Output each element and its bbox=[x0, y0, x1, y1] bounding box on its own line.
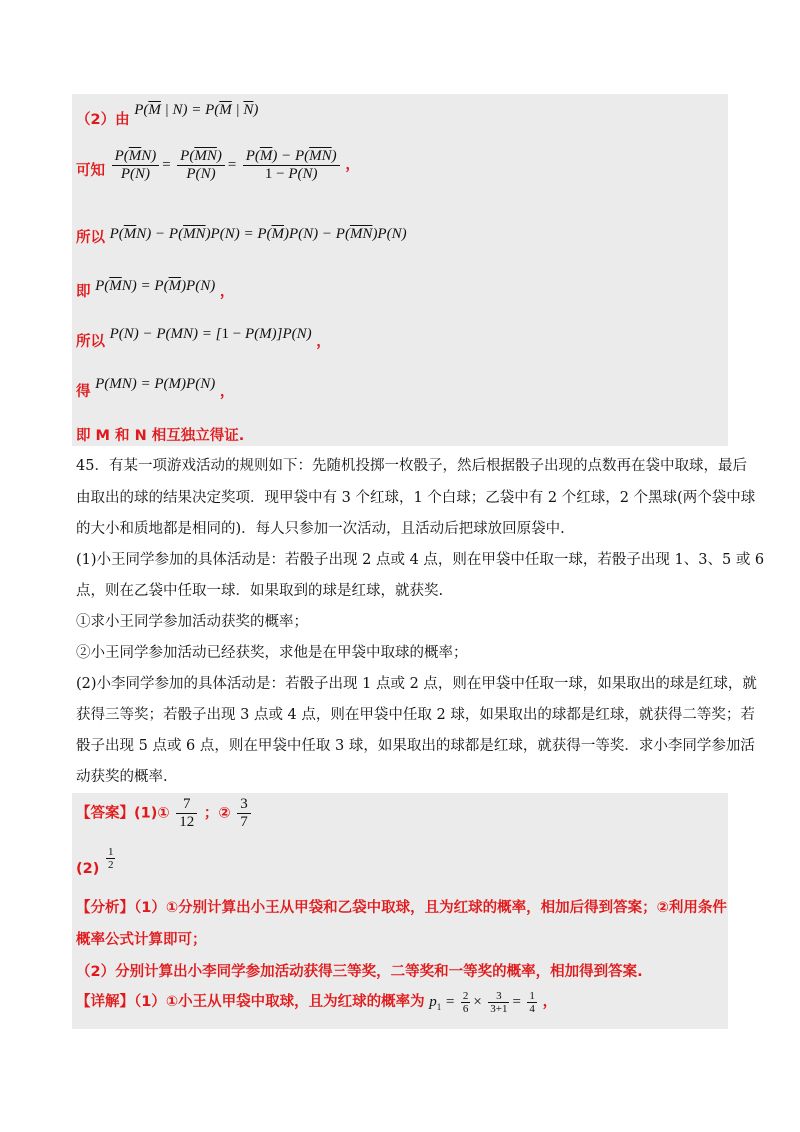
proof-line-3 bbox=[76, 222, 730, 248]
problem-line: 由取出的球的结果决定奖项．现甲袋中有 3 个红球，1 个白球；乙袋中有 2 个红球，2 个黑球(两个袋中球 bbox=[76, 490, 756, 506]
proof-prefix-1: （2）由 bbox=[76, 112, 130, 128]
proof-line-5 bbox=[76, 322, 730, 348]
proof-prefix-6: 得 bbox=[76, 384, 91, 400]
detail-label: 【详解】（1）①小王从甲袋中取球，且为红球的概率为 bbox=[76, 994, 425, 1010]
problem-line: (2)小李同学参加的具体活动是：若骰子出现 1 点或 2 点，则在甲袋中任取一球，如果取出的球是红球，就 bbox=[76, 676, 757, 692]
comma: ， bbox=[219, 284, 235, 300]
problem-line: 的大小和质地都是相同的)．每人只参加一次活动，且活动后把球放回原袋中. bbox=[76, 521, 565, 537]
proof-prefix-5: 所以 bbox=[76, 334, 105, 350]
proof-line-6 bbox=[76, 372, 730, 398]
problem-line: (1)小王同学参加的具体活动是：若骰子出现 2 点或 4 点，则在甲袋中任取一球，若骰子出现 1、3、5 或 6 bbox=[76, 552, 765, 568]
proof-prefix-2: 可知 bbox=[76, 162, 105, 179]
detail-suffix: ， bbox=[542, 994, 558, 1010]
answer-fraction-2: $\frac{3}{7}$ bbox=[237, 796, 251, 831]
proof-line-1 bbox=[76, 98, 730, 128]
detail-line bbox=[76, 990, 730, 1026]
analysis-line-3: （2）分别计算出小李同学参加活动获得三等奖，二等奖和一等奖的概率，相加得到答案. bbox=[76, 964, 643, 980]
problem-line: 获得三等奖；若骰子出现 3 点或 4 点，则在甲袋中任取 2 球，如果取出的球都是红球，就获得二等奖；若 bbox=[76, 707, 755, 723]
comma: ， bbox=[219, 384, 235, 400]
formula-substitute: P(N) − P(MN) = [1 − P(M)]P(N) bbox=[109, 326, 312, 342]
formula-product: P(MN) = P(M)P(N) bbox=[95, 376, 216, 392]
answer-line bbox=[76, 796, 730, 836]
proof-prefix-4: 即 bbox=[76, 284, 91, 300]
problem-line: ②小王同学参加活动已经获奖，求他是在甲袋中取球的概率； bbox=[76, 645, 468, 661]
proof-conclusion: 即 M 和 N 相互独立得证. bbox=[76, 428, 245, 444]
answer-label: 【答案】(1)① bbox=[76, 805, 170, 822]
proof-prefix-3: 所以 bbox=[76, 230, 105, 246]
formula-p1: $p_1$ = $\frac{2}{6}$ × $\frac{3}{3+1}$ = $\frac{1}{4}$ bbox=[429, 990, 535, 1016]
problem-line: 点，则在乙袋中任取一球．如果取到的球是红球，就获奖. bbox=[76, 583, 444, 599]
answer-fraction-3: $\frac{1}{2}$ bbox=[107, 846, 114, 871]
formula-ratio: $\frac{P(\overline{M}N)}{P(N)}$ = $\frac{P(\overline{MN})}{P(\overline{N})}$ = $\frac{P(\overline{M}) - P(\overline{MN})}{1 - P(N)}$ bbox=[110, 157, 346, 173]
formula-independent-complement: $P(\overline{M}N) = P(\overline{M})P(N)$ bbox=[95, 278, 216, 294]
problem-line: ①求小王同学参加活动获奖的概率； bbox=[76, 614, 308, 630]
formula-expand: $P(\overline{M}N) - P(\overline{MN})P(N) = P(\overline{M})P(N) - P(\overline{MN})P(N)$ bbox=[109, 226, 407, 242]
proof-line-4 bbox=[76, 274, 730, 300]
problem-line: 骰子出现 5 点或 6 点，则在甲袋中任取 3 球，如果取出的球都是红球，就获得一等奖．求小李同学参加活 bbox=[76, 738, 755, 754]
answer-part2 bbox=[76, 846, 730, 876]
proof-line-2 bbox=[76, 148, 730, 194]
answer-separator: ；② bbox=[203, 805, 231, 822]
comma: ， bbox=[316, 334, 331, 350]
answer-fraction-1: $\frac{7}{12}$ bbox=[176, 796, 197, 831]
problem-line: 45．有某一项游戏活动的规则如下：先随机投掷一枚骰子，然后根据骰子出现的点数再在袋中取球，最后 bbox=[76, 458, 747, 474]
formula-cond-prob: $P(\overline{M}$ | $N) = P(\overline{M}$ | $\overline{N}$) bbox=[134, 102, 259, 118]
analysis-line-1: 【分析】（1）①分别计算出小王从甲袋和乙袋中取球，且为红球的概率，相加后得到答案；②利用条件 bbox=[76, 900, 727, 916]
comma: ， bbox=[345, 156, 360, 173]
problem-line: 动获奖的概率. bbox=[76, 769, 168, 785]
answer-part2-label: (2) bbox=[76, 860, 100, 877]
analysis-line-2: 概率公式计算即可； bbox=[76, 932, 207, 948]
